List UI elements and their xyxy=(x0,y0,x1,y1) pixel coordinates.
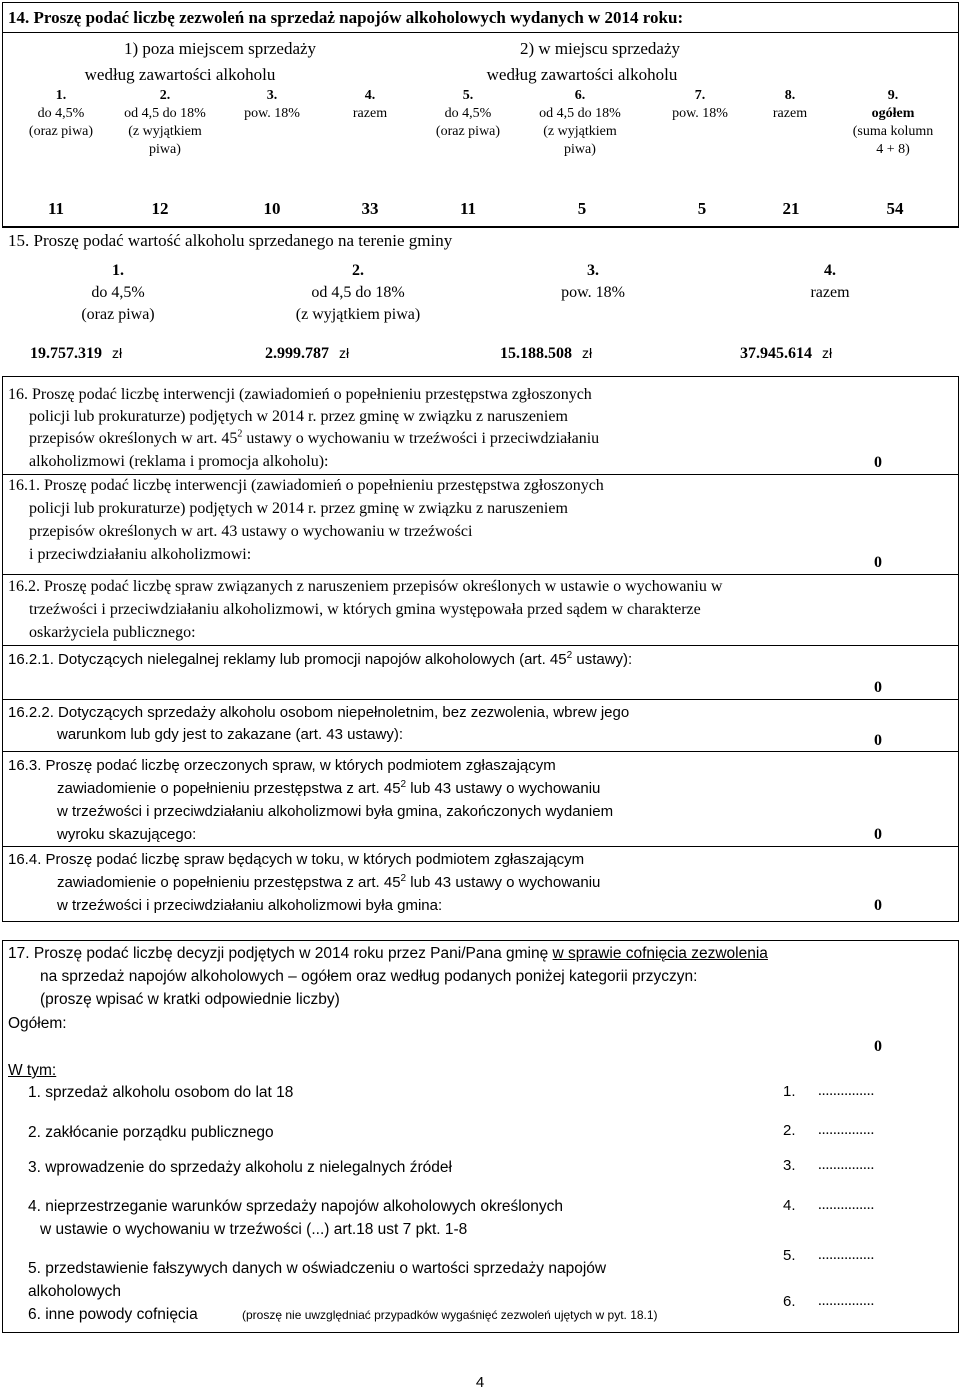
q16-line2: policji lub prokuraturze) podjętych w 2014 r. przez gminę w związku z naruszeniem xyxy=(29,408,568,425)
q14-col-2-l1: od 4,5 do 18% xyxy=(124,106,206,121)
q14-col-3-l1: pow. 18% xyxy=(244,106,300,121)
q14-value-7: 5 xyxy=(697,199,707,218)
q15-amount-2: 2.999.787 xyxy=(265,345,329,362)
q16-2-line2: trzeźwości i przeciwdziałaniu alkoholizmowi, w których gmina występowała przed sądem w charakterze xyxy=(29,601,701,618)
q16-1-value: 0 xyxy=(874,554,882,571)
q16-2-line1: 16.2. Proszę podać liczbę spraw związanych z naruszeniem przepisów określonych w ustawie o wychowaniu w xyxy=(8,578,723,595)
q16-2-1-value: 0 xyxy=(874,679,882,696)
q14-sub1: według zawartości alkoholu xyxy=(84,65,276,84)
q16-2-2-line1: 16.2.2. Dotyczących sprzedaży alkoholu osobom niepełnoletnim, bez zezwolenia, wbrew jego xyxy=(8,704,630,721)
q14-group2: 2) w miejscu sprzedaży xyxy=(519,39,681,58)
q17-item-3-number: 3. xyxy=(783,1157,796,1174)
q17-item-2-entry-field[interactable]: ............... xyxy=(818,1122,875,1138)
q16-line3: przepisów określonych w art. $45^2$ ustawy o wychowaniu w trzeźwości i przeciwdziałaniu xyxy=(29,428,600,447)
q16-line1: 16. Proszę podać liczbę interwencji (zawiadomień o popełnieniu przestępstwa zgłoszonych xyxy=(8,386,592,403)
q15-value-3 xyxy=(500,345,592,363)
q17-item-5-text: 5. przedstawienie fałszywych danych w oświadczeniu o wartości sprzedaży napojów xyxy=(28,1260,607,1277)
q17-item-4-number: 4. xyxy=(783,1197,796,1214)
q15-amount-3: 15.188.508 xyxy=(500,345,572,362)
q16-4-line1: 16.4. Proszę podać liczbę spraw będących w toku, w których podmiotem zgłaszającym xyxy=(8,851,585,868)
q14-col-4-num: 4. xyxy=(364,88,376,103)
q14-col-8-l1: razem xyxy=(772,106,808,121)
q15-col-2-l1: od 4,5 do 18% xyxy=(311,284,405,301)
q17-item-4-text2: w ustawie o wychowaniu w trzeźwości (...) art.18 ust 7 pkt. 1-8 xyxy=(40,1221,468,1238)
q15-currency-3: zł xyxy=(582,345,593,361)
q17-item-5-text2: alkoholowych xyxy=(28,1283,122,1300)
q14-col-9-num: 9. xyxy=(887,88,899,103)
q14-col-9-l2: (suma kolumn xyxy=(852,124,934,139)
q17-item-6-text: 6. inne powody cofnięcia xyxy=(28,1306,198,1323)
q16-3-value: 0 xyxy=(874,826,882,843)
q16-3-line2: zawiadomienie o popełnieniu przestępstwa z art. $45^2$ lub 43 ustawy o wychowaniu xyxy=(57,779,601,797)
q17-total-label: Ogółem: xyxy=(8,1015,67,1032)
q14-value-5: 11 xyxy=(459,199,477,218)
q15-title: 15. Proszę podać wartość alkoholu sprzedanego na terenie gminy xyxy=(8,231,453,250)
q14-value-4: 33 xyxy=(361,199,379,218)
q15-value-2 xyxy=(265,345,349,363)
q14-col-8-num: 8. xyxy=(784,88,796,103)
q15-col-2-num: 2. xyxy=(352,262,364,279)
q14-value-6: 5 xyxy=(577,199,587,218)
q15-col-3-num: 3. xyxy=(587,262,599,279)
q14-col-6-l3: piwa) xyxy=(564,142,596,157)
q17-item-2-text: 2. zakłócanie porządku publicznego xyxy=(28,1124,274,1141)
q14-col-9-l1: ogółem xyxy=(871,106,915,121)
q14-col-6-l1: od 4,5 do 18% xyxy=(539,106,621,121)
q14-group1: 1) poza miejscem sprzedaży xyxy=(123,39,317,58)
q17-item-1-text: 1. sprzedaż alkoholu osobom do lat 18 xyxy=(28,1084,294,1101)
q16-line4: alkoholizmowi (reklama i promocja alkoholu): xyxy=(29,453,329,470)
q14-col-2-num: 2. xyxy=(159,88,171,103)
q14-col-5-l1: do 4,5% xyxy=(444,106,492,121)
q17-item-6-number: 6. xyxy=(783,1293,796,1310)
q16-2-1-line: 16.2.1. Dotyczących nielegalnej reklamy lub promocji napojów alkoholowych (art. $45^2$ ustawy): xyxy=(8,650,633,668)
q14-col-7-l1: pow. 18% xyxy=(672,106,728,121)
q17-item-6-text2: (proszę nie uwzględniać przypadków wygaśnięć zezwoleń ujętych w pyt. 18.1) xyxy=(242,1308,658,1322)
q14-col-1-l2: (oraz piwa) xyxy=(28,124,94,139)
q14-col-6-num: 6. xyxy=(574,88,586,103)
q14-col-4-l1: razem xyxy=(352,106,388,121)
q15-currency-2: zł xyxy=(339,345,350,361)
q17-item-5-number: 5. xyxy=(783,1247,796,1264)
q15-col-2-l2: (z wyjątkiem piwa) xyxy=(295,306,421,323)
q16-1-line4: i przeciwdziałaniu alkoholizmowi: xyxy=(29,546,252,563)
q15-col-1-num: 1. xyxy=(112,262,124,279)
q15-col-3-l1: pow. 18% xyxy=(561,284,625,301)
q14-value-9: 54 xyxy=(886,199,904,218)
page-number: 4 xyxy=(475,1374,485,1391)
q14-col-7-num: 7. xyxy=(694,88,706,103)
q17-line1: 17. Proszę podać liczbę decyzji podjętych w 2014 roku przez Pani/Pana gminę w sprawie cofnięcia zezwolenia xyxy=(8,945,768,962)
q17-item-6-entry-field[interactable]: ............... xyxy=(818,1293,875,1309)
q16-4-value: 0 xyxy=(874,897,882,914)
q17-line3: (proszę wpisać w kratki odpowiednie liczby) xyxy=(40,991,340,1008)
q15-col-4-l1: razem xyxy=(810,284,850,301)
q17-item-5-entry-field[interactable]: ............... xyxy=(818,1247,875,1263)
q16-3-line4: wyroku skazującego: xyxy=(57,826,197,843)
q15-value-1 xyxy=(30,345,122,363)
q14-col-1-l1: do 4,5% xyxy=(37,106,85,121)
q17-line2: na sprzedaż napojów alkoholowych – ogółem oraz według podanych poniżej kategorii przyczyn: xyxy=(40,968,698,985)
q14-col-6-l2: (z wyjątkiem xyxy=(543,124,617,139)
q14-col-1-num: 1. xyxy=(55,88,67,103)
q16-4-line2: zawiadomienie o popełnieniu przestępstwa z art. $45^2$ lub 43 ustawy o wychowaniu xyxy=(57,873,601,891)
q14-sub2: według zawartości alkoholu xyxy=(486,65,678,84)
q15-top-divider xyxy=(2,227,959,228)
q14-value-3: 10 xyxy=(263,199,281,218)
q14-col-2-l3: piwa) xyxy=(149,142,181,157)
q17-item-1-number: 1. xyxy=(783,1083,796,1100)
q17-item-2-number: 2. xyxy=(783,1122,796,1139)
q14-value-8: 21 xyxy=(782,199,800,218)
q16-value: 0 xyxy=(874,454,882,471)
q15-currency-1: zł xyxy=(112,345,123,361)
q15-currency-4: zł xyxy=(822,345,833,361)
q17-underlined-phrase: w sprawie cofnięcia zezwolenia xyxy=(552,945,768,962)
q17-total-value: 0 xyxy=(874,1038,882,1055)
q15-col-1-l1: do 4,5% xyxy=(91,284,145,301)
q14-title-divider xyxy=(2,32,959,33)
q17-item-4-entry-field[interactable]: ............... xyxy=(818,1197,875,1213)
q14-value-1: 11 xyxy=(47,199,65,218)
q14-col-5-l2: (oraz piwa) xyxy=(435,124,501,139)
q16-2-line3: oskarżyciela publicznego: xyxy=(29,624,196,641)
q17-item-3-text: 3. wprowadzenie do sprzedaży alkoholu z nielegalnych źródeł xyxy=(28,1159,452,1176)
q16-box xyxy=(2,376,959,922)
q16-1-line2: policji lub prokuraturze) podjętych w 2014 r. przez gminę w związku z naruszeniem xyxy=(29,500,568,517)
q16-4-line3: w trzeźwości i przeciwdziałaniu alkoholizmowi była gmina: xyxy=(57,897,443,914)
q14-col-2-l2: (z wyjątkiem xyxy=(128,124,202,139)
q17-item-4-text: 4. nieprzestrzeganie warunków sprzedaży napojów alkoholowych określonych xyxy=(28,1198,564,1215)
q17-item-3-entry-field[interactable]: ............... xyxy=(818,1157,875,1173)
q15-amount-4: 37.945.614 xyxy=(740,345,812,362)
q15-value-4 xyxy=(740,345,832,363)
q14-title: 14. Proszę podać liczbę zezwoleń na sprzedaż napojów alkoholowych wydanych w 2014 roku: xyxy=(8,8,684,27)
q14-col-5-num: 5. xyxy=(462,88,474,103)
q17-wtym: W tym: xyxy=(8,1062,57,1079)
q16-1-line3: przepisów określonych w art. 43 ustawy o wychowaniu w trzeźwości xyxy=(29,523,473,540)
q15-col-4-num: 4. xyxy=(824,262,836,279)
q16-2-2-line2: warunkom lub gdy jest to zakazane (art. 43 ustawy): xyxy=(57,726,403,743)
q14-col-3-num: 3. xyxy=(266,88,278,103)
q16-3-line3: w trzeźwości i przeciwdziałaniu alkoholizmowi była gmina, zakończonych wydaniem xyxy=(57,803,614,820)
q14-col-9-l3: 4 + 8) xyxy=(876,142,910,157)
q16-2-2-value: 0 xyxy=(874,732,882,749)
q17-item-1-entry-field[interactable]: ............... xyxy=(818,1083,875,1099)
q15-amount-1: 19.757.319 xyxy=(30,345,102,362)
q16-3-line1: 16.3. Proszę podać liczbę orzeczonych spraw, w których podmiotem zgłaszającym xyxy=(8,757,556,774)
q16-1-line1: 16.1. Proszę podać liczbę interwencji (zawiadomień o popełnieniu przestępstwa zgłoszonych xyxy=(8,477,604,494)
q15-col-1-l2: (oraz piwa) xyxy=(81,306,155,323)
q14-value-2: 12 xyxy=(151,199,169,218)
